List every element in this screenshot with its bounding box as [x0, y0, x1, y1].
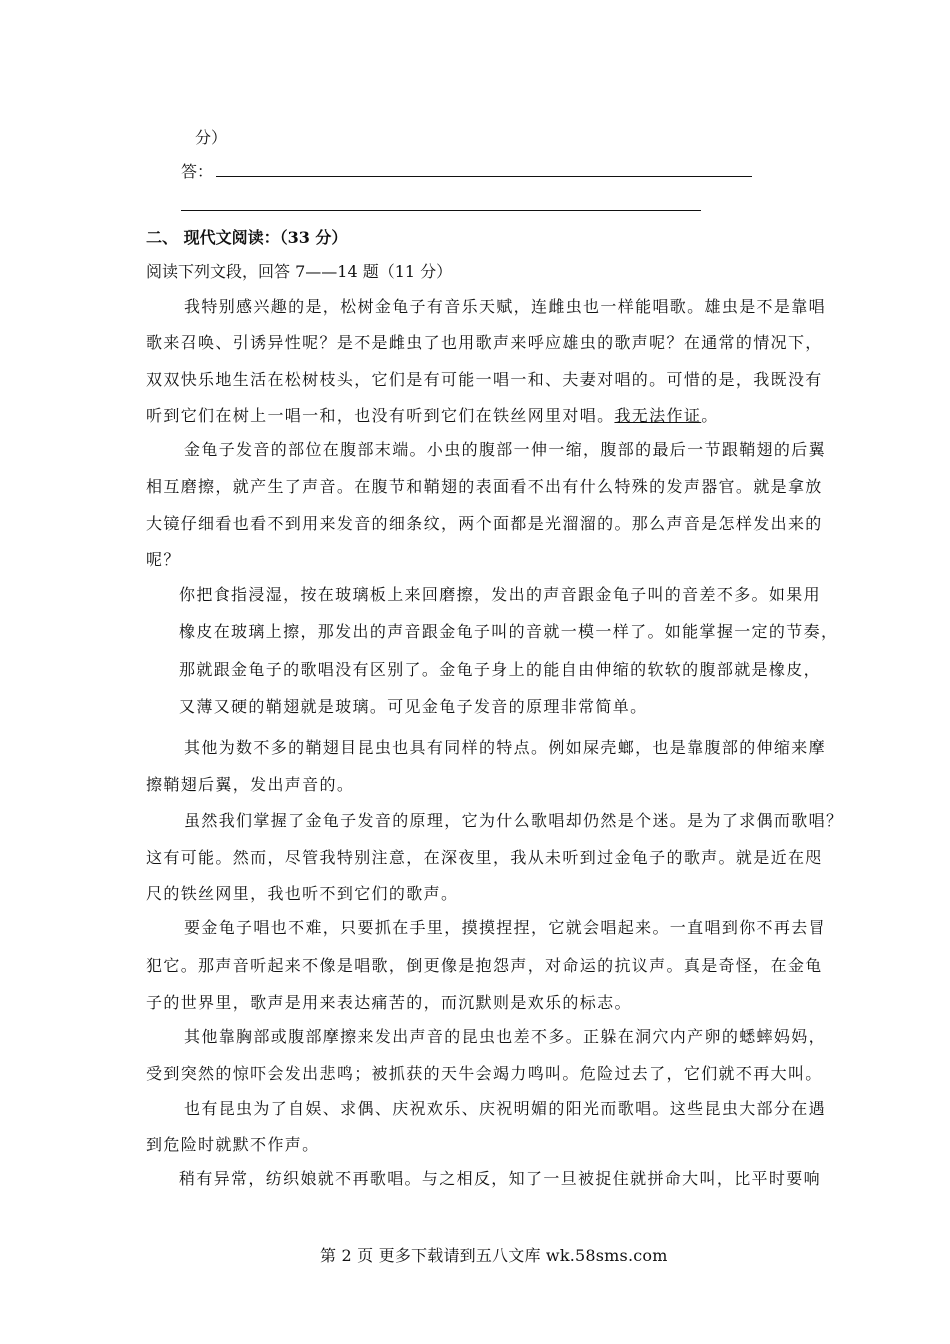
p2-line-4: 呢？ — [146, 550, 181, 569]
p1-line-3: 双双快乐地生活在松树枝头，它们是有可能一唱一和、夫妻对唱的。可惜的是，我既没有 — [146, 370, 823, 389]
p6-line-2: 犯它。那声音听起来不像是唱歌，倒更像是抱怨声，对命运的抗议声。真是奇怪，在金龟 — [146, 956, 823, 975]
p7-line-1: 其他靠胸部或腹部摩擦来发出声音的昆虫也差不多。正躲在洞穴内产卵的蟋蟀妈妈， — [184, 1027, 826, 1046]
p3-line-3: 那就跟金龟子的歌唱没有区别了。金龟子身上的能自由伸缩的软软的腹部就是橡皮， — [179, 660, 821, 679]
p4-line-1: 其他为数不多的鞘翅目昆虫也具有同样的特点。例如屎壳螂，也是靠腹部的伸缩来摩 — [184, 738, 826, 757]
p1-line-1: 我特别感兴趣的是，松树金龟子有音乐天赋，连雌虫也一样能唱歌。雄虫是不是靠唱 — [184, 297, 826, 316]
p2-line-1: 金龟子发音的部位在腹部末端。小虫的腹部一伸一缩，腹部的最后一节跟鞘翅的后翼 — [184, 440, 826, 459]
underlined-phrase: 我无法作证 — [614, 406, 702, 425]
section-title: 二、 现代文阅读：（33 分） — [146, 228, 348, 247]
answer-line-1 — [216, 176, 752, 177]
p5-line-2: 这有可能。然而，尽管我特别注意，在深夜里，我从未听到过金龟子的歌声。就是近在咫 — [146, 848, 823, 867]
p1-line-4 — [146, 406, 719, 426]
p1-line-2: 歌来召唤、引诱异性呢？是不是雌虫了也用歌声来呼应雄虫的歌声呢？在通常的情况下， — [146, 333, 823, 352]
page-footer: 第 2 页 更多下载请到五八文库 wk.58sms.com — [320, 1246, 668, 1265]
p4-line-2: 擦鞘翅后翼，发出声音的。 — [146, 775, 355, 794]
answer-line-2 — [181, 210, 701, 211]
p7-line-2: 受到突然的惊吓会发出悲鸣；被抓获的天牛会竭力鸣叫。危险过去了，它们就不再大叫。 — [146, 1064, 823, 1083]
answer-label: 答： — [181, 162, 214, 181]
score-paren: 分） — [195, 128, 228, 147]
p3-line-1: 你把食指浸湿，按在玻璃板上来回磨擦，发出的声音跟金龟子叫的音差不多。如果用 — [179, 585, 821, 604]
p6-line-3: 子的世界里，歌声是用来表达痛苦的，而沉默则是欢乐的标志。 — [146, 993, 632, 1012]
section-instruction: 阅读下列文段，回答 7——14 题（11 分） — [146, 262, 453, 281]
p8-line-1: 也有昆虫为了自娱、求偶、庆祝欢乐、庆祝明媚的阳光而歌唱。这些昆虫大部分在遇 — [184, 1099, 826, 1118]
p9-line-1: 稍有异常，纺织娘就不再歌唱。与之相反，知了一旦被捉住就拼命大叫，比平时要响 — [179, 1169, 821, 1188]
p8-line-2: 到危险时就默不作声。 — [146, 1135, 320, 1154]
p2-line-2: 相互磨擦，就产生了声音。在腹节和鞘翅的表面看不出有什么特殊的发声器官。就是拿放 — [146, 477, 823, 496]
p3-line-2: 橡皮在玻璃上擦，那发出的声音跟金龟子叫的音就一模一样了。如能掌握一定的节奏， — [179, 622, 839, 641]
p5-line-1: 虽然我们掌握了金龟子发音的原理，它为什么歌唱却仍然是个迷。是为了求偶而歌唱？ — [184, 811, 844, 830]
p5-line-3: 尺的铁丝网里，我也听不到它们的歌声。 — [146, 884, 459, 903]
p3-line-4: 又薄又硬的鞘翅就是玻璃。可见金龟子发音的原理非常简单。 — [179, 697, 648, 716]
p6-line-1: 要金龟子唱也不难，只要抓在手里，摸摸捏捏，它就会唱起来。一直唱到你不再去冒 — [184, 918, 826, 937]
p2-line-3: 大镜仔细看也看不到用来发音的细条纹，两个面都是光溜溜的。那么声音是怎样发出来的 — [146, 514, 823, 533]
p1-line-4-text: 听到它们在树上一唱一和，也没有听到它们在铁丝网里对唱。 — [146, 406, 615, 425]
p1-line-4-end: 。 — [701, 406, 719, 425]
